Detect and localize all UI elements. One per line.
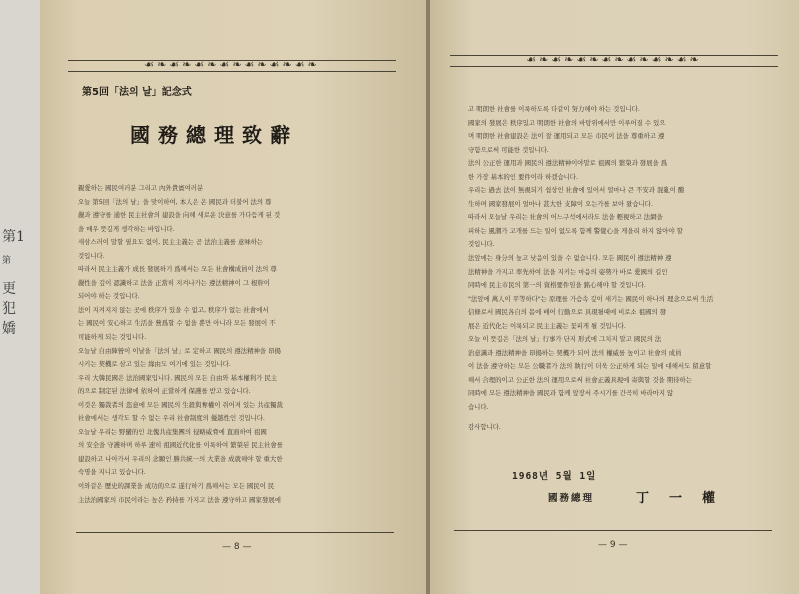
ornament-border-top-right: ☙❧☙❧☙❧☙❧☙❧☙❧☙❧ bbox=[450, 54, 778, 68]
body-line: 이와같은 歷史的課業을 成功的으로 遂行하기 爲해서는 모든 國民이 民 bbox=[78, 482, 275, 491]
body-line: 法의 公正한 運用과 國民의 遵法精神이야말로 祖國의 繁榮과 發展을 爲 bbox=[468, 159, 668, 168]
page-number-left: — 8 — bbox=[222, 542, 252, 552]
body-line: 새삼스러이 말할 필요도 없이, 民主主義는 곧 法治主義를 意味하는 bbox=[78, 238, 264, 247]
section-header: 第5回「法의 날」記念式 bbox=[82, 87, 192, 98]
body-line: 이것은 獨裁者의 恣意에 모든 國民의 生殺與奪權이 쥐어져 있는 共産獨裁 bbox=[78, 400, 283, 409]
body-line: 는 國民이 安心하고 生活을 營爲할 수 없을 뿐만 아니라 모든 發展이 不 bbox=[78, 319, 276, 328]
body-line: 습니다. bbox=[468, 403, 489, 412]
body-line: 해서 合理的이고 公正한 法의 運用으로써 社會正義具現에 寄與할 것을 期待하는 bbox=[468, 375, 692, 384]
body-line: 國家의 發展은 秩序있고 明朗한 社會의 바탕위에서만 이루어질 수 있으 bbox=[468, 118, 666, 127]
body-line: 오늘날 우리는 野蠻的인 北傀共産集團의 侵略威脅에 直面하여 祖國 bbox=[78, 427, 267, 436]
body-line: 法精神을 가지고 率先하여 法을 지키는 마음의 姿勢가 바로 愛國의 길인 bbox=[468, 267, 668, 276]
body-line: 우리 大韓民國은 法治國家입니다. 國民의 모든 自由와 基本權利가 民主 bbox=[78, 373, 278, 382]
bottom-rule-right bbox=[454, 530, 772, 531]
body-line: 것입니다. bbox=[78, 251, 105, 260]
body-line: 可能하게 되는 것입니다. bbox=[78, 333, 147, 342]
body-line: 오늘 第5回「法의 날」을 맞이하여, 本人은 온 國民과 더불어 法의 尊 bbox=[78, 197, 272, 206]
body-line: 시키는 契機로 삼고 있는 緣由도 여기에 있는 것입니다. bbox=[78, 360, 231, 369]
document-title: 國務總理致辭 bbox=[130, 123, 298, 147]
body-line: 親愛하는 國民여러분 그리고 內外貴賓여러분 bbox=[78, 184, 204, 192]
body-line: 法앞에는 身分의 높고 낮음이 있을 수 없습니다. 모든 國民이 遵法精神 遵 bbox=[468, 254, 672, 263]
edge-fragment: 第 bbox=[2, 256, 12, 266]
edge-fragment: 第1 bbox=[2, 229, 25, 245]
body-line: 며 明朗한 社會建設은 法이 잘 運用되고 모든 市民이 法을 尊重하고 遵 bbox=[468, 132, 665, 141]
body-line: 主法治國家의 市民이라는 높은 矜持를 가지고 法을 遵守하고 國家發展에 bbox=[78, 495, 281, 504]
body-line: 이 法을 遵守하는 모든 公職者가 法의 執行이 더욱 公正하게 되는 일에 대해서도 留意할 bbox=[468, 362, 712, 371]
body-line: 것입니다. bbox=[468, 240, 495, 249]
body-line: 嚴과 遵守를 通한 民主社會의 建設을 向해 새로운 決意를 가다듬게 된 것 bbox=[78, 211, 281, 220]
body-line: 우리는 過去 法이 無視되기 쉽상인 社會에 있어서 얼마나 큰 不安과 混亂이 醱 bbox=[468, 186, 685, 195]
body-line: 한 가장 基本的인 要件이라 하겠습니다. bbox=[468, 172, 579, 181]
edge-fragment: 更 bbox=[2, 281, 16, 297]
body-line: 되어야 하는 것입니다. bbox=[78, 292, 140, 301]
body-line: 同時에 民主市民의 第一의 資格要件임을 銘心해야 할 것입니다. bbox=[468, 281, 646, 290]
signatory-name: 丁一權 bbox=[636, 491, 736, 506]
body-line: 生하며 國家發展이 얼마나 甚大한 支障이 오는가를 보아 왔습니다. bbox=[468, 199, 653, 208]
body-line: 社會에서는 생각도 할 수 없는 우리 社會制度의 優越性인 것입니다. bbox=[78, 414, 265, 423]
body-line: "法앞에 萬人이 平等하다"는 原理를 가슴속 깊이 새기는 國民이 하나의 理念으로써 生活 bbox=[468, 294, 714, 303]
edge-fragment: 犯 bbox=[2, 301, 16, 317]
body-line: 守함으로써 可能한 것입니다. bbox=[468, 145, 549, 154]
body-line: 의 安全을 守護하며 하루 速히 祖國近代化를 이룩하여 繁榮된 民主社會를 bbox=[78, 441, 283, 450]
body-line: 숙명을 지니고 있습니다. bbox=[78, 468, 146, 477]
body-line: 을 매우 뜻깊게 생각하는 바입니다. bbox=[78, 224, 175, 233]
right-body-text bbox=[462, 103, 774, 434]
speech-date: 1968년 5월 1일 bbox=[512, 471, 597, 482]
body-line: 建設하고 나아가서 우리의 念願인 勝共統一의 大業을 成就해야 할 重大한 bbox=[78, 454, 283, 463]
left-body-text bbox=[72, 182, 390, 507]
body-line: 法이 지켜지지 않는 곳에 秩序가 있을 수 없고, 秩序가 없는 社會에서 bbox=[78, 305, 269, 314]
body-line: 오늘 이 뜻깊은「法의 날」行事가 단지 形式에 그치지 말고 國民의 法 bbox=[468, 335, 662, 344]
body-line: 信條로서 國民各自의 몸에 배어 行動으로 具現될때에 비로소 祖國의 發 bbox=[468, 308, 667, 317]
body-line: 따라서 오늘날 우리는 社會의 어느구석에서라도 法을 輕視하고 法網을 bbox=[468, 213, 663, 222]
body-line: 同時에 모든 遵法精神을 國民과 함께 앞장서 주시기를 간곡히 바라마지 않 bbox=[468, 389, 674, 398]
body-line: 治意識과 遵法精神을 昂揚하는 契機가 되어 法의 權威를 높이고 社會의 成員 bbox=[468, 348, 682, 357]
adjacent-page-edge bbox=[0, 0, 40, 594]
edge-fragment: 嬌 bbox=[2, 321, 16, 337]
signatory-title: 國務總理 bbox=[548, 493, 595, 504]
body-line: 的으로 制定된 法律에 依하여 正當하게 保護를 받고 있습니다. bbox=[78, 387, 251, 396]
body-line: 오늘날 自由陣營이 이날을「法의 날」로 定하고 國民의 遵法精神을 昂揚 bbox=[78, 346, 281, 355]
body-line: 감사합니다. bbox=[468, 422, 501, 431]
body-line: 嚴性을 깊이 認識하고 法을 正當히 지켜나가는 遵法精神이 그 根幹이 bbox=[78, 278, 270, 287]
body-line: 고 明朗한 社會를 이룩하도록 다같이 努力해야 하는 것입니다. bbox=[468, 105, 640, 113]
body-line: 展은 近代化는 이룩되고 民主主義는 꽃피게 될 것입니다. bbox=[468, 321, 626, 330]
body-line: 피하는 風潮가 고개를 드는 일이 없도록 함께 警覺心을 게을리 하지 않아야 할 bbox=[468, 226, 683, 235]
body-line: 따라서 民主主義가 成長 發展하기 爲해서는 모든 社會構成員이 法의 尊 bbox=[78, 265, 277, 274]
page-number-right: — 9 — bbox=[598, 540, 628, 550]
bottom-rule-left bbox=[76, 532, 394, 533]
ornament-border-top-left: ☙❧☙❧☙❧☙❧☙❧☙❧☙❧ bbox=[68, 59, 396, 73]
